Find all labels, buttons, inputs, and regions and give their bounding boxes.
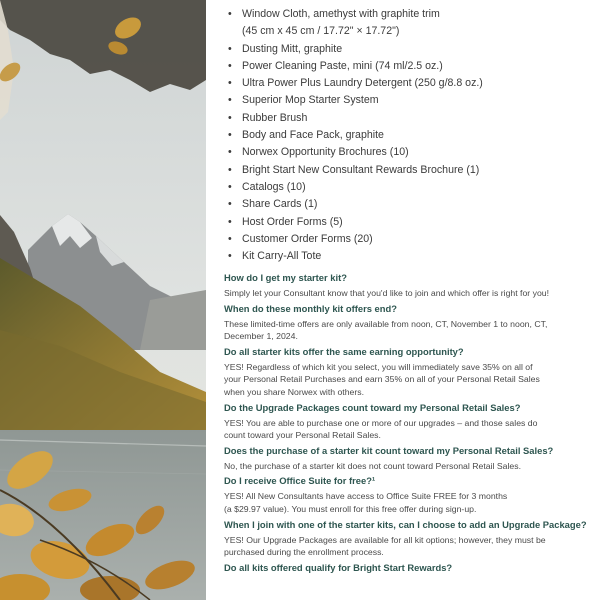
list-item: • Bright Start New Consultant Rewards Brochure (1) [224, 162, 594, 179]
kit-contents-list [224, 6, 594, 265]
document-content [224, 0, 594, 600]
list-item: • Ultra Power Plus Laundry Detergent (250 g/8.8 oz.) [224, 75, 594, 92]
list-item-continuation: (45 cm x 45 cm / 17.72" × 17.72") [242, 25, 400, 38]
faq-question: Does the purchase of a starter kit count toward my Personal Retail Sales? [224, 444, 554, 456]
list-item: • Rubber Brush [224, 110, 594, 127]
faq-answer: YES! Regardless of which kit you select, you will immediately save 35% on all of your Personal Retail Purchases and earn 35% on all of your Personal Retail Sales when you share Norwex with others. [224, 361, 540, 397]
list-item: • Kit Carry-All Tote [224, 248, 594, 265]
list-item: • Dusting Mitt, graphite [224, 41, 594, 58]
list-item: • Customer Order Forms (20) [224, 231, 594, 248]
list-item: • Catalogs (10) [224, 179, 594, 196]
list-item: • Power Cleaning Paste, mini (74 ml/2.5 oz.) [224, 58, 594, 75]
faq-question: Do all kits offered qualify for Bright Start Rewards? [224, 561, 453, 573]
landscape-photo [0, 0, 206, 600]
list-item: • Norwex Opportunity Brochures (10) [224, 144, 594, 161]
faq-question: Do the Upgrade Packages count toward my Personal Retail Sales? [224, 401, 521, 413]
faq-answer: No, the purchase of a starter kit does not count toward Personal Retail Sales. [224, 460, 521, 471]
list-item: • Window Cloth, amethyst with graphite trim [224, 6, 594, 23]
faq-question: Do I receive Office Suite for free?¹ [224, 475, 376, 487]
list-item: • Body and Face Pack, graphite [224, 127, 594, 144]
faq-answer: These limited-time offers are only available from noon, CT, November 1 to noon, CT, December 1, 2024. [224, 318, 548, 342]
faq-answer: YES! All New Consultants have access to Office Suite FREE for 3 months (a $29.97 value). You must enroll for this free offer during sign-up. [224, 491, 508, 514]
faq-answer: YES! Our Upgrade Packages are available for all kit options; however, they must be purchased during the enrollment process. [224, 534, 546, 558]
mountain-lake-image [0, 0, 206, 600]
faq-answer: Simply let your Consultant know that you'd like to join and which offer is right for you! [224, 288, 550, 298]
faq-section [224, 272, 594, 577]
list-item: • Superior Mop Starter System [224, 92, 594, 109]
faq-question: When I join with one of the starter kits, can I choose to add an Upgrade Package? [224, 518, 587, 530]
faq-question: How do I get my starter kit? [224, 272, 347, 283]
list-item: • Share Cards (1) [224, 196, 594, 213]
faq-question: When do these monthly kit offers end? [224, 302, 397, 314]
faq-question: Do all starter kits offer the same earning opportunity? [224, 345, 464, 357]
faq-answer: YES! You are able to purchase one or more of our upgrades – and those sales do count toward your Personal Retail Sales. [224, 417, 538, 441]
list-item: • Host Order Forms (5) [224, 214, 594, 231]
